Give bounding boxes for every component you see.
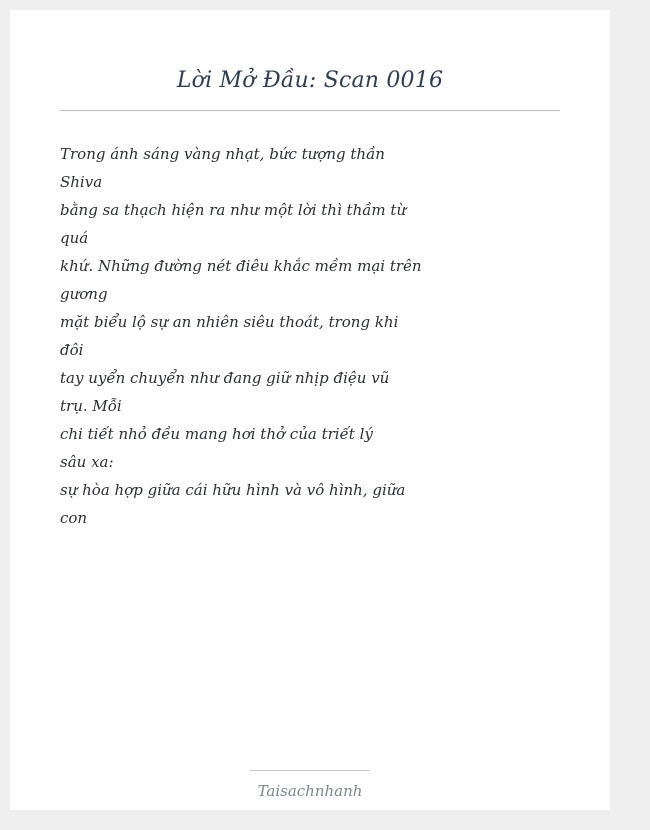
text-line: bằng sa thạch hiện ra như một lời thì thầm từ (60, 201, 407, 219)
title-divider (60, 110, 560, 111)
text-line: trụ. Mỗi (60, 397, 122, 415)
text-line: chi tiết nhỏ đều mang hơi thở của triết lý (60, 425, 373, 443)
text-line: mặt biểu lộ sự an nhiên siêu thoát, trong khi (60, 313, 399, 331)
text-line: con (60, 509, 88, 527)
text-line: Shiva (60, 173, 103, 191)
text-line: Trong ánh sáng vàng nhạt, bức tượng thần (60, 145, 385, 163)
text-line: tay uyển chuyển như đang giữ nhịp điệu vũ (60, 369, 390, 387)
text-line: sự hòa hợp giữa cái hữu hình và vô hình, giữa (60, 481, 406, 499)
footer-brand: Taisachnhanh (257, 782, 363, 800)
text-line: quá (60, 229, 89, 247)
page-title: Lời Mở Đầu: Scan 0016 (176, 68, 444, 93)
document-page (10, 10, 610, 810)
text-line: đôi (60, 341, 84, 359)
text-line: sâu xa: (60, 453, 114, 471)
text-line: gương (60, 285, 108, 303)
body-text (60, 140, 422, 532)
text-line: khứ. Những đường nét điêu khắc mềm mại trên (60, 257, 422, 275)
footer-divider (250, 770, 370, 771)
